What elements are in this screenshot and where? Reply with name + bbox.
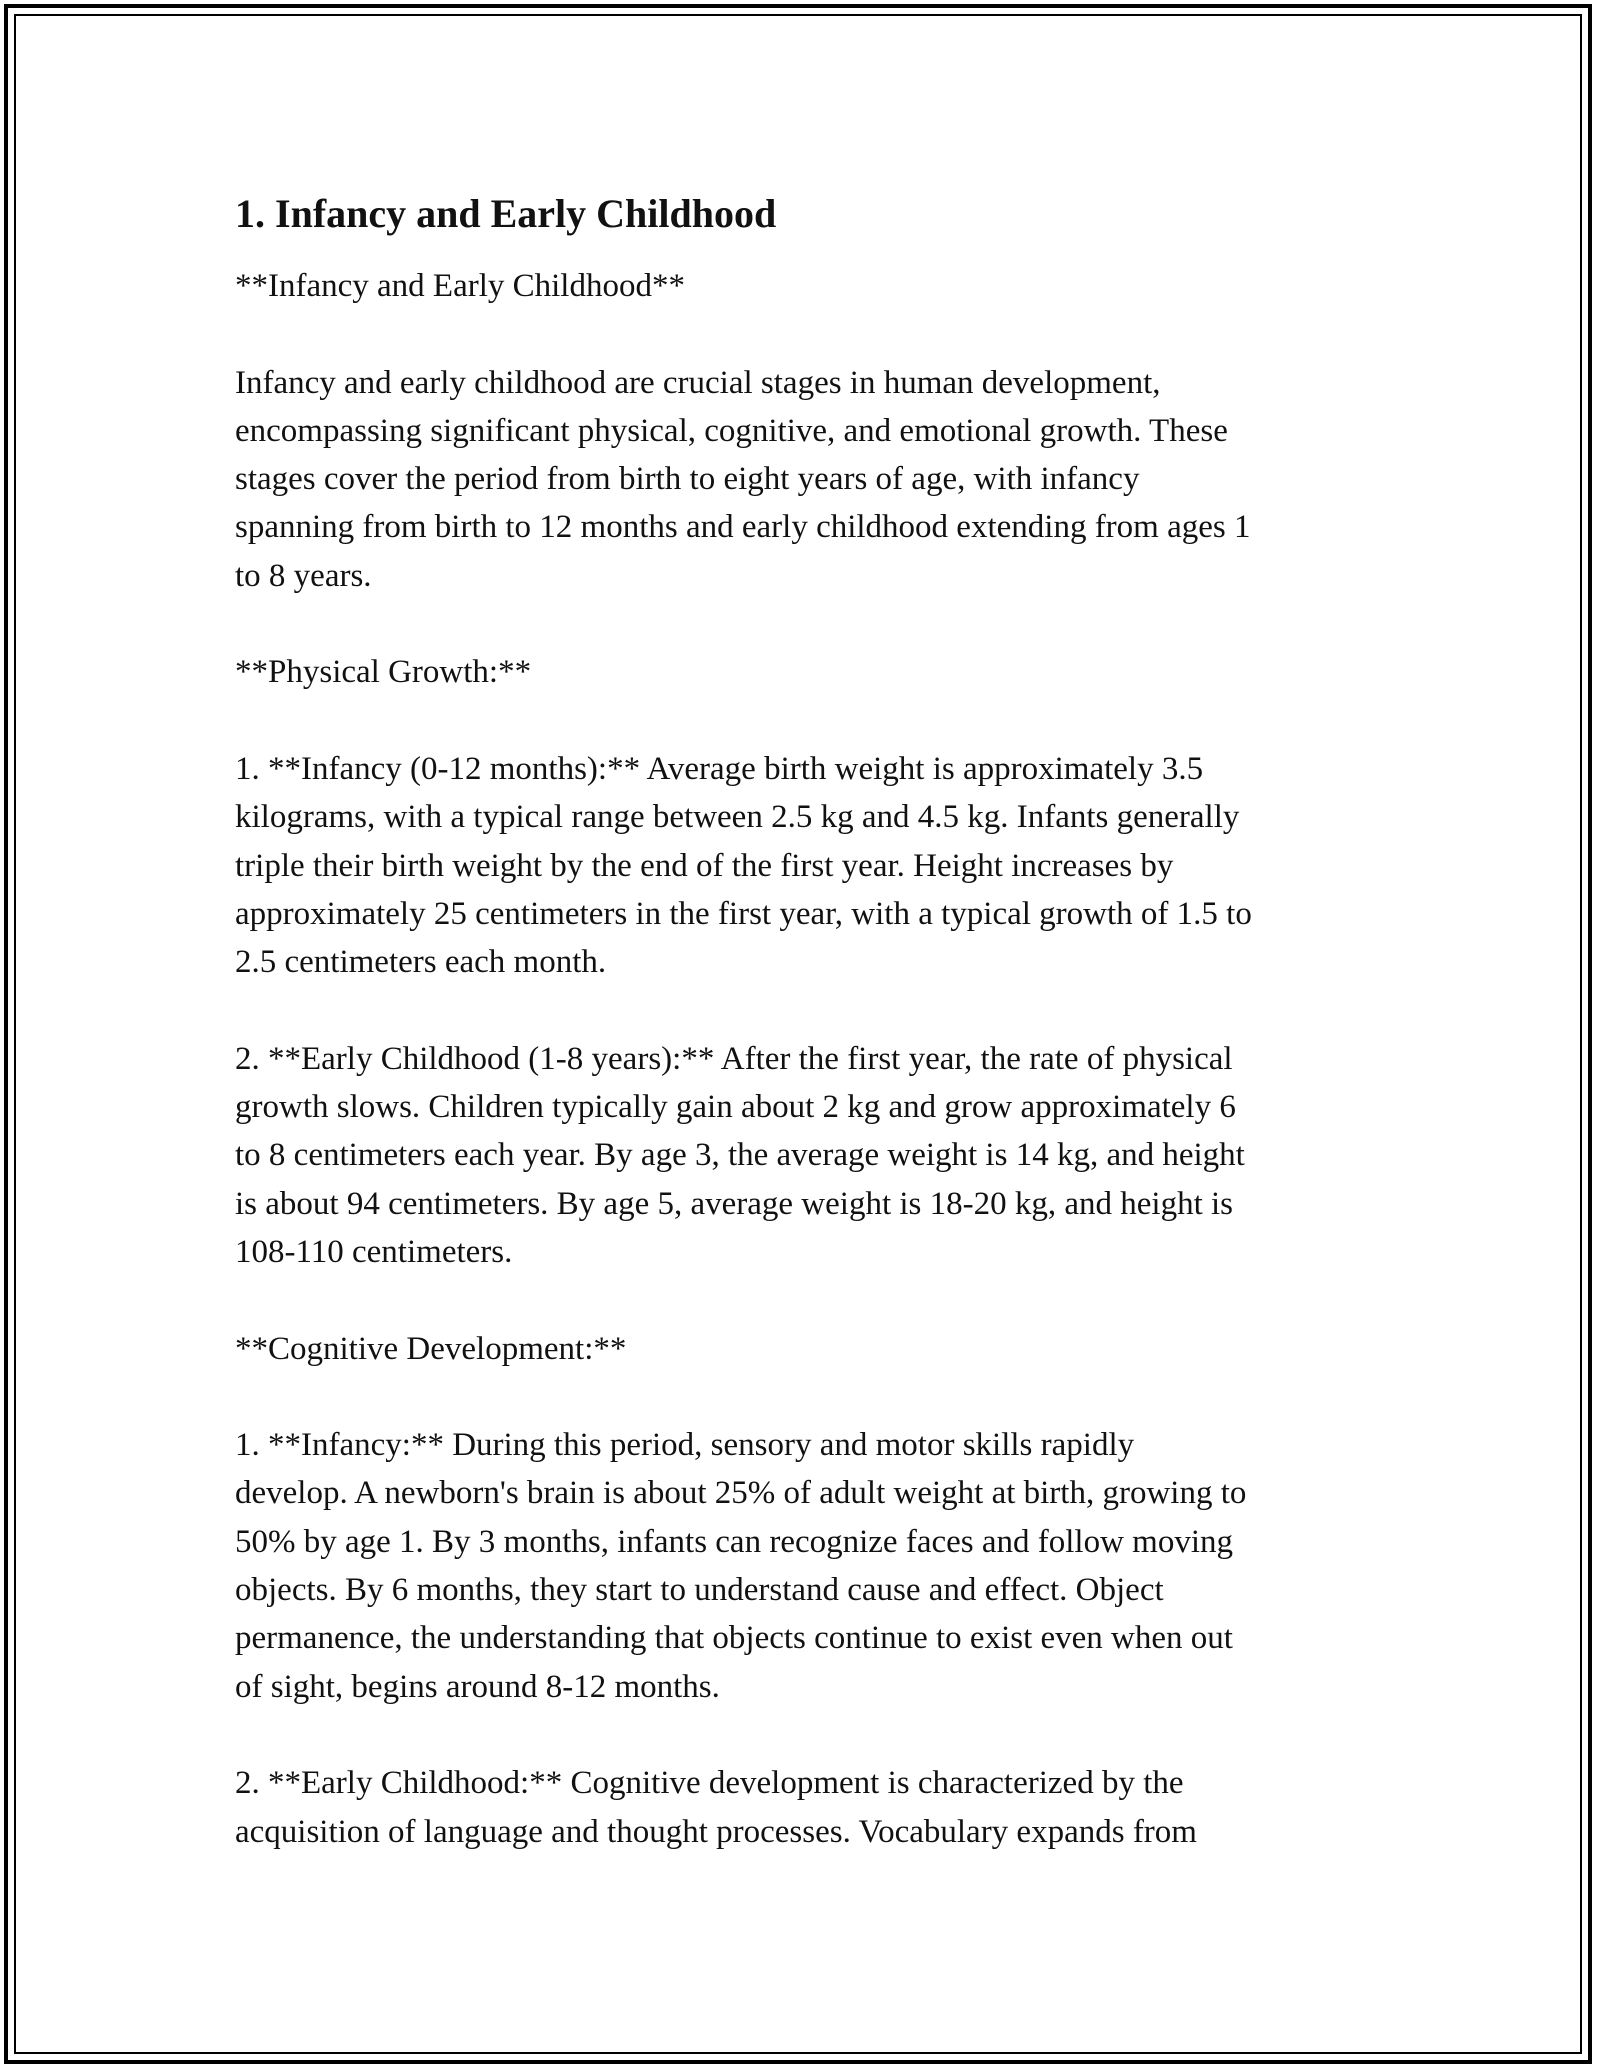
intro-paragraph: Infancy and early childhood are crucial stages in human development, encompassing significant physical, cognitive, and emotional growth. These stages cover the period from birth to eight years of age, with infancy spanning from birth to 12 months and early childhood extending from ages 1 to 8 years. xyxy=(235,364,1251,594)
subheading-infancy-early-childhood: **Infancy and Early Childhood** xyxy=(235,268,685,304)
document-body xyxy=(235,186,1370,1904)
subheading-physical-growth: **Physical Growth:** xyxy=(235,654,532,691)
physical-growth-early-childhood: 2. **Early Childhood (1-8 years):** After the first year, the rate of physical growth slows. Children typically gain about 2 kg and grow approximately 6 to 8 centimeters each year. By age 3, the average weight is 14 kg, and height is about 94 centimeters. By age 5, average weight is 18-20 kg, and height is 108-110 centimeters. xyxy=(235,1040,1245,1270)
cognitive-development-early-childhood: 2. **Early Childhood:** Cognitive development is characterized by the acquisition of language and thought processes. Vocabulary expands from xyxy=(235,1765,1197,1850)
physical-growth-infancy: 1. **Infancy (0-12 months):** Average birth weight is approximately 3.5 kilograms, with a typical range between 2.5 kg and 4.5 kg. Infants generally triple their birth weight by the end of the first year. Height increases by approximately 25 centimeters in the first year, with a typical growth of 1.5 to 2.5 centimeters each month. xyxy=(235,750,1252,981)
subheading-cognitive-development: **Cognitive Development:** xyxy=(235,1330,627,1367)
page-title: 1. Infancy and Early Childhood xyxy=(235,191,777,236)
cognitive-development-infancy: 1. **Infancy:** During this period, sensory and motor skills rapidly develop. A newborn's brain is about 25% of adult weight at birth, growing to 50% by age 1. By 3 months, infants can recognize faces and follow moving objects. By 6 months, they start to understand cause and effect. Object permanence, the understanding that objects continue to exist even when out of sight, begins around 8-12 months. xyxy=(235,1427,1247,1705)
